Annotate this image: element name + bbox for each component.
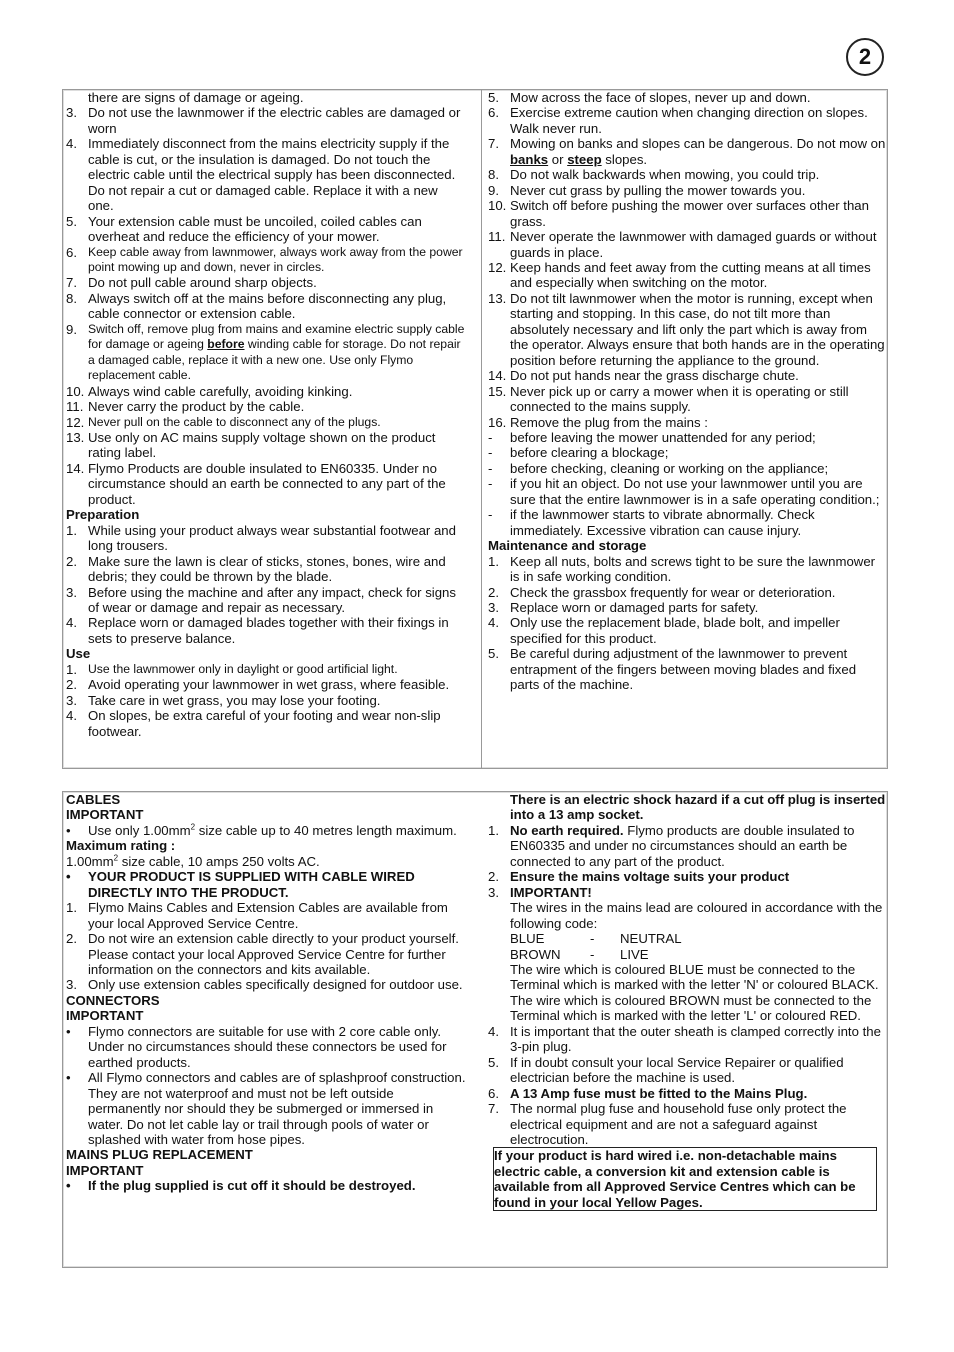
item-number: 11. — [488, 229, 506, 245]
list-item — [488, 445, 886, 460]
list-item — [66, 585, 466, 616]
item-text: Never pull on the cable to disconnect any of the plugs. — [88, 414, 381, 429]
text: BROWN — [510, 946, 561, 962]
list-item — [66, 322, 466, 384]
list-item — [488, 90, 886, 105]
text: winding cable for storage. Do not repair a damaged cable, replace it with a new one. Use only Flymo replacement cable. — [88, 337, 461, 383]
blue-wire-text: The wire which is coloured BLUE must be connected to the Terminal which is marked with the letter 'N' or coloured BLACK. — [510, 961, 879, 993]
item-number: - — [488, 445, 493, 461]
item-number: 1. — [66, 661, 77, 677]
item-text: All Flymo connectors and cables are of splashproof construction. They are not waterproof and must not be left outside permanently nor should they be submerged or immersed in water. Do not let cable lay or trail through pools of water or splashed with water from hose pipes. — [88, 1070, 466, 1147]
list-item — [488, 461, 886, 476]
brown-wire-text: The wire which is coloured BROWN must be connected to the Terminal which is marked with the letter 'L' or coloured RED. — [510, 992, 872, 1024]
list-item — [66, 823, 466, 838]
emphasis: steep — [567, 151, 602, 167]
item-number: 6. — [488, 105, 499, 121]
item-text: Do not use the lawnmower if the electric cables are damaged or worn — [88, 105, 461, 136]
item-number: 8. — [488, 167, 499, 183]
hard-wired-notice-box: If your product is hard wired i.e. non-detachable mains electric cable, a conversion kit and extension cable is available from all Approved Service Centres which can be found in your local Yellow Pages. — [493, 1147, 877, 1211]
preparation-heading: Preparation — [66, 507, 140, 523]
list-item — [488, 554, 886, 585]
item-text: Only use the replacement blade, blade bolt, and impeller specified for this product. — [510, 615, 840, 646]
text: or — [548, 151, 568, 167]
item-number: 2. — [66, 553, 77, 569]
item-number: 1. — [488, 553, 499, 569]
item-text — [510, 136, 886, 167]
item-text: Do not pull cable around sharp objects. — [88, 275, 317, 291]
item-text: Make sure the lawn is clear of sticks, stones, bones, wire and debris; they could be thrown by the blade. — [88, 553, 446, 585]
list-item — [66, 931, 466, 977]
item-text: Never operate the lawnmower with damaged guards or without guards in place. — [510, 229, 877, 260]
text: - — [590, 931, 595, 947]
plug-heading: MAINS PLUG REPLACEMENT — [66, 1147, 253, 1163]
connectors-list — [66, 1024, 466, 1148]
item-number: 3. — [66, 692, 77, 708]
text: If the plug supplied is cut off it should be destroyed. — [88, 1178, 416, 1194]
list-item — [66, 662, 466, 677]
text: No earth required. — [510, 822, 624, 838]
item-text: On slopes, be extra careful of your footing and wear non-slip footwear. — [88, 708, 441, 739]
text: Flymo products are double insulated to EN60335 and under no circumstances should an earth be connected to any part of the product. — [510, 822, 855, 869]
list-item: 7. The normal plug fuse and household fuse only protect the electrical equipment and are not a safeguard against electrocution. — [488, 1101, 886, 1147]
list-item — [66, 1024, 466, 1070]
list-item — [66, 523, 466, 554]
item-text: Your extension cable must be uncoiled, coiled cables can overheat and reduce the efficiency of your mower. — [88, 213, 422, 245]
text: Ensure the mains voltage suits your product — [510, 869, 790, 885]
list-item — [66, 677, 466, 692]
text: LIVE — [620, 946, 649, 962]
list-item — [66, 291, 466, 322]
item-text: Keep hands and feet away from the cutting means at all times and especially when switching on the motor. — [510, 259, 871, 291]
item-text: Do not tilt lawnmower when the motor is running, except when starting and stopping. In this case, do not tilt more than absolutely necessary and lift only the part which is away from the operator. Always ensure that both hands are in the operating position before returning the appliance to the ground. — [510, 290, 885, 368]
item-text: Remove the plug from the mains : — [510, 414, 708, 430]
list-item: 4. It is important that the outer sheath is clamped correctly into the 3-pin plug. — [488, 1024, 886, 1055]
connectors-important: IMPORTANT — [66, 1008, 144, 1024]
item-text: there are signs of damage or ageing. — [88, 90, 304, 105]
list-item — [488, 507, 886, 538]
item-text: Exercise extreme caution when changing direction on slopes. Walk never run. — [510, 105, 868, 136]
list-item — [488, 430, 886, 445]
item-text: if the lawnmower starts to vibrate abnormally. Check immediately. Excessive vibration can cause injury. — [510, 507, 815, 538]
cables-important: IMPORTANT — [66, 807, 144, 823]
list-item — [488, 105, 886, 136]
list-item — [488, 183, 886, 198]
bullet: • — [66, 822, 71, 838]
list-item: 1. No earth required. Flymo products are double insulated to EN60335 and under no circumstances should an earth be connected to any part of the product. — [488, 822, 855, 869]
list-item — [66, 105, 466, 136]
item-number: 12. — [488, 259, 507, 275]
list-item — [488, 585, 886, 600]
item-number: 13. — [66, 429, 85, 445]
list-item: 3. IMPORTANT! — [488, 885, 886, 900]
item-number: 14. — [66, 460, 85, 476]
item-number — [66, 90, 88, 105]
list-item — [66, 415, 466, 430]
electrical-left-column — [66, 792, 466, 1194]
item-text: Avoid operating your lawnmower in wet grass, where feasible. — [88, 677, 450, 693]
item-text: Flymo Mains Cables and Extension Cables are available from your local Approved Service Centre. — [88, 900, 448, 931]
list-item — [66, 384, 466, 399]
item-text: Keep all nuts, bolts and screws tight to be sure the lawnmower is in safe working condition. — [510, 553, 876, 585]
list-item — [66, 693, 466, 708]
item-number: 3. — [488, 599, 499, 615]
wire-code-brown — [488, 947, 886, 962]
list-item — [66, 399, 466, 414]
item-number: 5. — [488, 90, 499, 105]
item-text — [88, 322, 466, 384]
item-number: • — [66, 1070, 71, 1086]
cables-heading: CABLES — [66, 792, 121, 807]
text: Use only 1.00mm — [88, 822, 191, 838]
list-item — [488, 476, 886, 507]
item-number: - — [488, 476, 493, 492]
superscript: 2 — [190, 822, 196, 832]
text: YOUR PRODUCT IS SUPPLIED WITH CABLE WIRED DIRECTLY INTO THE PRODUCT. — [88, 869, 415, 900]
item-number: 14. — [488, 368, 507, 384]
item-number: 2. — [66, 677, 77, 693]
item-text: Always wind cable carefully, avoiding kinking. — [88, 383, 353, 399]
text: Switch off, remove plug from mains and examine electric supply cable for damage or ageing — [88, 321, 465, 352]
list-item: 2. Ensure the mains voltage suits your product — [488, 869, 886, 884]
text: NEUTRAL — [620, 931, 682, 947]
item-number: - — [488, 507, 493, 523]
cables-list — [66, 900, 466, 993]
list-item — [488, 136, 886, 167]
item-text: Use only on AC mains supply voltage shown on the product rating label. — [88, 429, 436, 461]
item-number: 11. — [66, 399, 84, 415]
item-number: 8. — [66, 290, 77, 306]
item-number: 3. — [66, 584, 77, 600]
item-text: Check the grassbox frequently for wear or deterioration. — [510, 584, 836, 600]
item-number: 7. — [488, 136, 499, 152]
item-text: Use the lawnmower only in daylight or good artificial light. — [88, 661, 398, 676]
electrical-right-column — [488, 792, 886, 1211]
item-text: Never carry the product by the cable. — [88, 399, 305, 415]
text: size cable, 10 amps 250 volts AC. — [118, 853, 320, 869]
item-text: Flymo Products are double insulated to EN60335. Under no circumstance should an earth be connected to any part of the product. — [88, 460, 446, 507]
item-number: 1. — [66, 522, 77, 538]
item-number: 6. — [66, 244, 77, 260]
plug-important: IMPORTANT — [66, 1162, 144, 1178]
list-item: 6. A 13 Amp fuse must be fitted to the Mains Plug. — [488, 1086, 886, 1101]
list-item — [66, 708, 466, 739]
list-item — [66, 1178, 466, 1193]
item-number: 1. — [66, 900, 77, 916]
item-number: 9. — [488, 182, 499, 198]
item-number: - — [488, 429, 493, 445]
safety-left-column — [66, 90, 466, 739]
list-item — [66, 90, 466, 105]
list-item — [488, 368, 886, 383]
list-item — [488, 291, 886, 368]
item-number: 7. — [66, 275, 77, 291]
list-item — [488, 415, 886, 430]
list-item — [66, 430, 466, 461]
use-heading: Use — [66, 646, 91, 662]
text: If in doubt consult your local Service Repairer or qualified electrician before the machine is used. — [510, 1054, 844, 1086]
item-number: 4. — [488, 615, 499, 631]
item-number: 10. — [66, 383, 85, 399]
emphasis: before — [207, 337, 245, 352]
text: Mowing on banks and slopes can be dangerous. Do not mow on — [510, 136, 886, 152]
item-number: • — [66, 1023, 71, 1039]
list-item: 5. If in doubt consult your local Service Repairer or qualified electrician before the machine is used. — [488, 1055, 886, 1086]
safety-right-column — [488, 90, 886, 693]
list-item — [66, 214, 466, 245]
item-text: Always switch off at the mains before disconnecting any plug, cable connector or extension cable. — [88, 290, 447, 322]
item-text: Take care in wet grass, you may lose your footing. — [88, 692, 381, 708]
list-item — [66, 136, 466, 213]
list-item — [66, 245, 466, 276]
text: The normal plug fuse and household fuse only protect the electrical equipment and are not a safeguard against electrocution. — [510, 1101, 847, 1147]
item-number: 4. — [66, 708, 77, 724]
item-text: Switch off before pushing the mower over surfaces other than grass. — [510, 198, 869, 229]
item-text: before clearing a blockage; — [510, 445, 669, 461]
item-text: Flymo connectors are suitable for use with 2 core cable only. Under no circumstances should these connectors be used for earthed products. — [88, 1023, 447, 1070]
item-number: 4. — [66, 615, 77, 631]
item-number: 16. — [488, 414, 507, 430]
electrical-panel — [62, 791, 888, 1268]
max-rating-heading: Maximum rating : — [66, 838, 176, 854]
item-text: Replace worn or damaged blades together with their fixings in sets to preserve balance. — [88, 615, 449, 646]
hazard-warning: There is an electric shock hazard if a cut off plug is inserted into a 13 amp socket. — [510, 792, 886, 823]
text: - — [590, 946, 595, 962]
item-text: Never cut grass by pulling the mower towards you. — [510, 182, 806, 198]
item-number: - — [488, 460, 493, 476]
maintenance-heading: Maintenance and storage — [488, 538, 647, 554]
connectors-heading: CONNECTORS — [66, 992, 160, 1008]
list-item — [66, 869, 466, 900]
list-item — [66, 461, 466, 507]
bullet: • — [66, 869, 71, 885]
item-text: While using your product always wear substantial footwear and long trousers. — [88, 522, 456, 554]
item-text: Mow across the face of slopes, never up and down. — [510, 90, 811, 105]
superscript: 2 — [113, 853, 119, 863]
item-text: Do not wire an extension cable directly to your product yourself. Please contact your local Approved Service Centre for further information on the connectors and kits available. — [88, 931, 459, 977]
list-item — [488, 229, 886, 260]
list-item — [66, 900, 466, 931]
emphasis: banks — [510, 151, 549, 167]
item-text: Do not put hands near the grass discharge chute. — [510, 368, 799, 384]
item-text: before checking, cleaning or working on the appliance; — [510, 460, 829, 476]
text: 1.00mm — [66, 853, 114, 869]
list-item — [66, 615, 466, 646]
list-item — [488, 167, 886, 182]
item-number: 10. — [488, 198, 507, 214]
list-item — [488, 260, 886, 291]
item-text: Only use extension cables specifically designed for outdoor use. — [88, 977, 463, 993]
page-number: 2 — [846, 38, 884, 76]
safety-panel — [62, 89, 888, 769]
list-item — [488, 384, 886, 415]
item-number: 5. — [488, 646, 499, 662]
max-rating-text — [66, 854, 466, 869]
item-text: Immediately disconnect from the mains electricity supply if the cable is cut, or the insulation is damaged. Do not touch the electric cable until the electrical supply has been disconnected. Do not repair a cut or damaged cable. Replace it with a new one. — [88, 136, 456, 214]
text: slopes. — [601, 151, 648, 167]
item-number: 5. — [66, 213, 77, 229]
text: A 13 Amp fuse must be fitted to the Mains Plug. — [510, 1085, 808, 1101]
text: BLUE — [510, 931, 545, 947]
wire-code-text: The wires in the mains lead are coloured in accordance with the following code: — [510, 900, 883, 931]
list-item — [488, 615, 886, 646]
item-text: Replace worn or damaged parts for safety. — [510, 599, 759, 615]
item-number: 13. — [488, 290, 507, 306]
text: It is important that the outer sheath is clamped correctly into the 3-pin plug. — [510, 1023, 881, 1055]
text: size cable up to 40 metres length maximum. — [195, 822, 457, 838]
list-item — [488, 646, 886, 692]
item-text: Before using the machine and after any impact, check for signs of wear or damage and repair as necessary. — [88, 584, 456, 615]
list-item — [66, 554, 466, 585]
item-number: 3. — [66, 105, 77, 121]
item-text: if you hit an object. Do not use your lawnmower until you are sure that the entire lawnmower is in a safe operating condition.; — [510, 476, 880, 507]
item-number: 9. — [66, 321, 77, 337]
item-number: 15. — [488, 383, 507, 399]
item-text: Never pick up or carry a mower when it is operating or still connected to the mains supply. — [510, 383, 849, 415]
item-number: 4. — [66, 136, 77, 152]
item-number: 2. — [488, 584, 499, 600]
item-text: Be careful during adjustment of the lawnmower to prevent entrapment of the fingers between moving blades and fixed parts of the machine. — [510, 646, 857, 693]
list-item — [66, 1070, 466, 1147]
column-divider — [481, 90, 482, 768]
wire-code-blue — [488, 931, 886, 946]
list-item — [66, 275, 466, 290]
item-number: 3. — [66, 977, 77, 993]
item-number: 2. — [66, 931, 77, 947]
item-text: Keep cable away from lawnmower, always work away from the power point mowing up and down, never in circles. — [88, 244, 463, 274]
item-text: before leaving the mower unattended for any period; — [510, 429, 816, 445]
text: IMPORTANT! — [510, 884, 592, 900]
item-number: 12. — [66, 414, 85, 430]
list-item — [488, 600, 886, 615]
list-item — [66, 977, 466, 992]
list-item — [488, 198, 886, 229]
bullet: • — [66, 1178, 71, 1194]
item-text: Do not walk backwards when mowing, you could trip. — [510, 167, 820, 183]
